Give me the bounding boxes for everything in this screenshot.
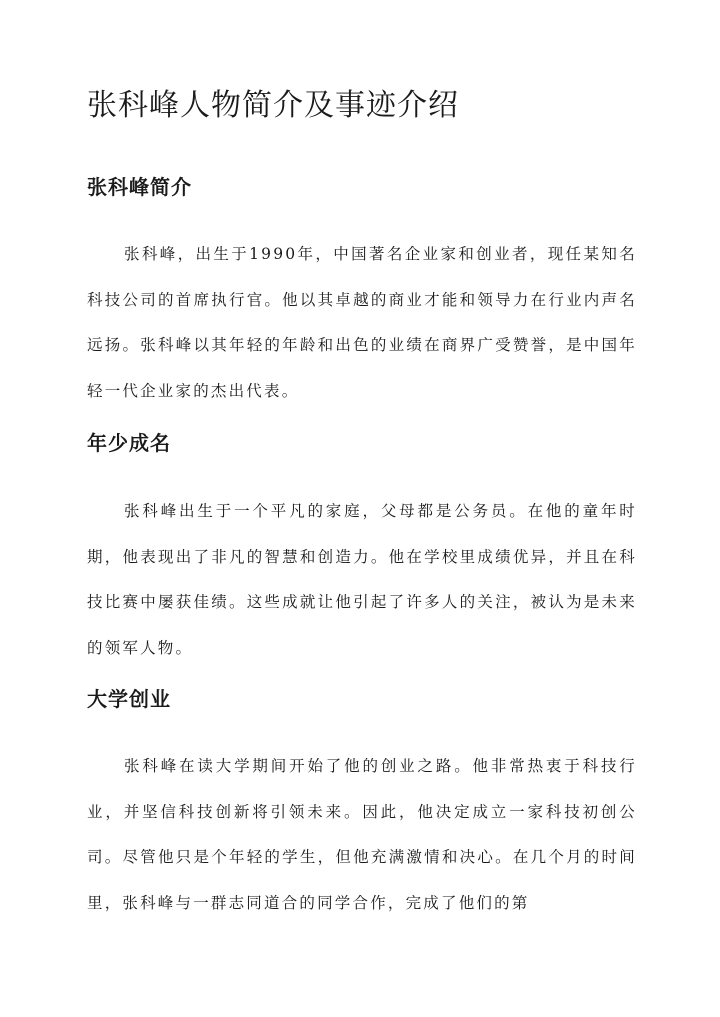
document-title: 张科峰人物简介及事迹介绍 [87, 88, 459, 123]
section-heading-youth: 年少成名 [87, 431, 171, 455]
section-heading-intro: 张科峰简介 [87, 175, 192, 199]
section-paragraph-intro: 张科峰，出生于1990年，中国著名企业家和创业者，现任某知名科技公司的首席执行官。他以其卓越的商业才能和领导力在行业内声名远扬。张科峰以其年轻的年龄和出色的业绩在商界广受赞誉，是中国年轻一代企业家的杰出代表。 [87, 245, 637, 400]
section-heading-university: 大学创业 [87, 687, 171, 711]
section-paragraph-youth: 张科峰出生于一个平凡的家庭，父母都是公务员。在他的童年时期，他表现出了非凡的智慧和创造力。他在学校里成绩优异，并且在科技比赛中屡获佳绩。这些成就让他引起了许多人的关注，被认为是未来的领军人物。 [87, 502, 637, 657]
section-paragraph-university: 张科峰在读大学期间开始了他的创业之路。他非常热衷于科技行业，并坚信科技创新将引领未来。因此，他决定成立一家科技初创公司。尽管他只是个年轻的学生，但他充满激情和决心。在几个月的时间里，张科峰与一群志同道合的同学合作，完成了他们的第 [87, 757, 637, 912]
